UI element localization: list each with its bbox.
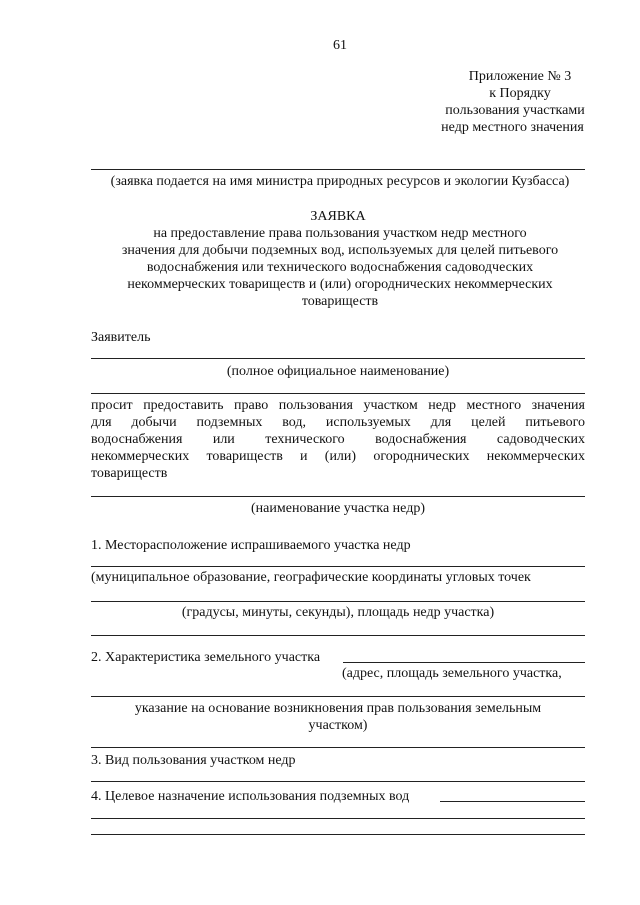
title-line-1: на предоставление права пользования участком недр местного [153, 226, 527, 241]
title-line-2: значения для добычи подземных вод, используемых для целей питьевого [121, 243, 559, 258]
item2-label: 2. Характеристика земельного участка [91, 650, 321, 665]
request-line-3: водоснабжения или технического водоснабжения садоводческих [91, 432, 585, 447]
item4-line-3[interactable] [91, 834, 585, 835]
site-name-line[interactable] [91, 496, 585, 497]
full-name-hint: (полное официальное наименование) [226, 364, 450, 379]
addressee-line[interactable] [91, 169, 585, 170]
item2-line-2[interactable] [91, 696, 585, 697]
item1-hint-2: (градусы, минуты, секунды), площадь недр участка) [181, 605, 495, 620]
item2-hint-2: указание на основание возникновения прав пользования земельным [134, 701, 542, 716]
appendix-line-3: пользования участками [445, 103, 585, 118]
request-line-2: для добычи подземных вод, используемых для целей питьевого [91, 415, 585, 430]
applicant-name-line-2[interactable] [91, 393, 585, 394]
appendix-line-1: Приложение № 3 [468, 69, 572, 84]
item3-line[interactable] [91, 781, 585, 782]
title-line-5: товариществ [301, 294, 379, 309]
item2-line-3[interactable] [91, 747, 585, 748]
item4-label: 4. Целевое назначение использования подземных вод [91, 789, 410, 804]
request-line-4: некоммерческих товариществ и (или) огороднических некоммерческих [91, 449, 585, 464]
title-line-4: некоммерческих товариществ и (или) огороднических некоммерческих [127, 277, 553, 292]
item2-hint-3: участком) [308, 718, 368, 733]
applicant-name-line[interactable] [91, 358, 585, 359]
applicant-label: Заявитель [91, 330, 151, 345]
item4-inline-line[interactable] [440, 801, 585, 802]
item2-inline-line[interactable] [343, 662, 585, 663]
addressee-note: (заявка подается на имя министра природных ресурсов и экологии Кузбасса) [110, 174, 570, 189]
item1-line-1[interactable] [91, 566, 585, 567]
item3-label: 3. Вид пользования участком недр [91, 753, 296, 768]
page-number: 61 [333, 38, 347, 53]
request-line-1: просит предоставить право пользования участком недр местного значения [91, 398, 585, 413]
item2-hint-1: (адрес, площадь земельного участка, [342, 666, 562, 681]
item1-label: 1. Месторасположение испрашиваемого участка недр [91, 538, 411, 553]
item1-line-2[interactable] [91, 601, 585, 602]
site-name-hint: (наименование участка недр) [251, 501, 425, 516]
item4-line-2[interactable] [91, 818, 585, 819]
request-line-5: товариществ [91, 466, 168, 481]
item1-hint-1: (муниципальное образование, географические координаты угловых точек [91, 570, 531, 585]
application-heading: ЗАЯВКА [310, 209, 366, 224]
title-line-3: водоснабжения или технического водоснабжения садоводческих [146, 260, 534, 275]
appendix-line-4: недр местного значения [441, 120, 584, 135]
item1-line-3[interactable] [91, 635, 585, 636]
appendix-line-2: к Порядку [489, 86, 551, 101]
